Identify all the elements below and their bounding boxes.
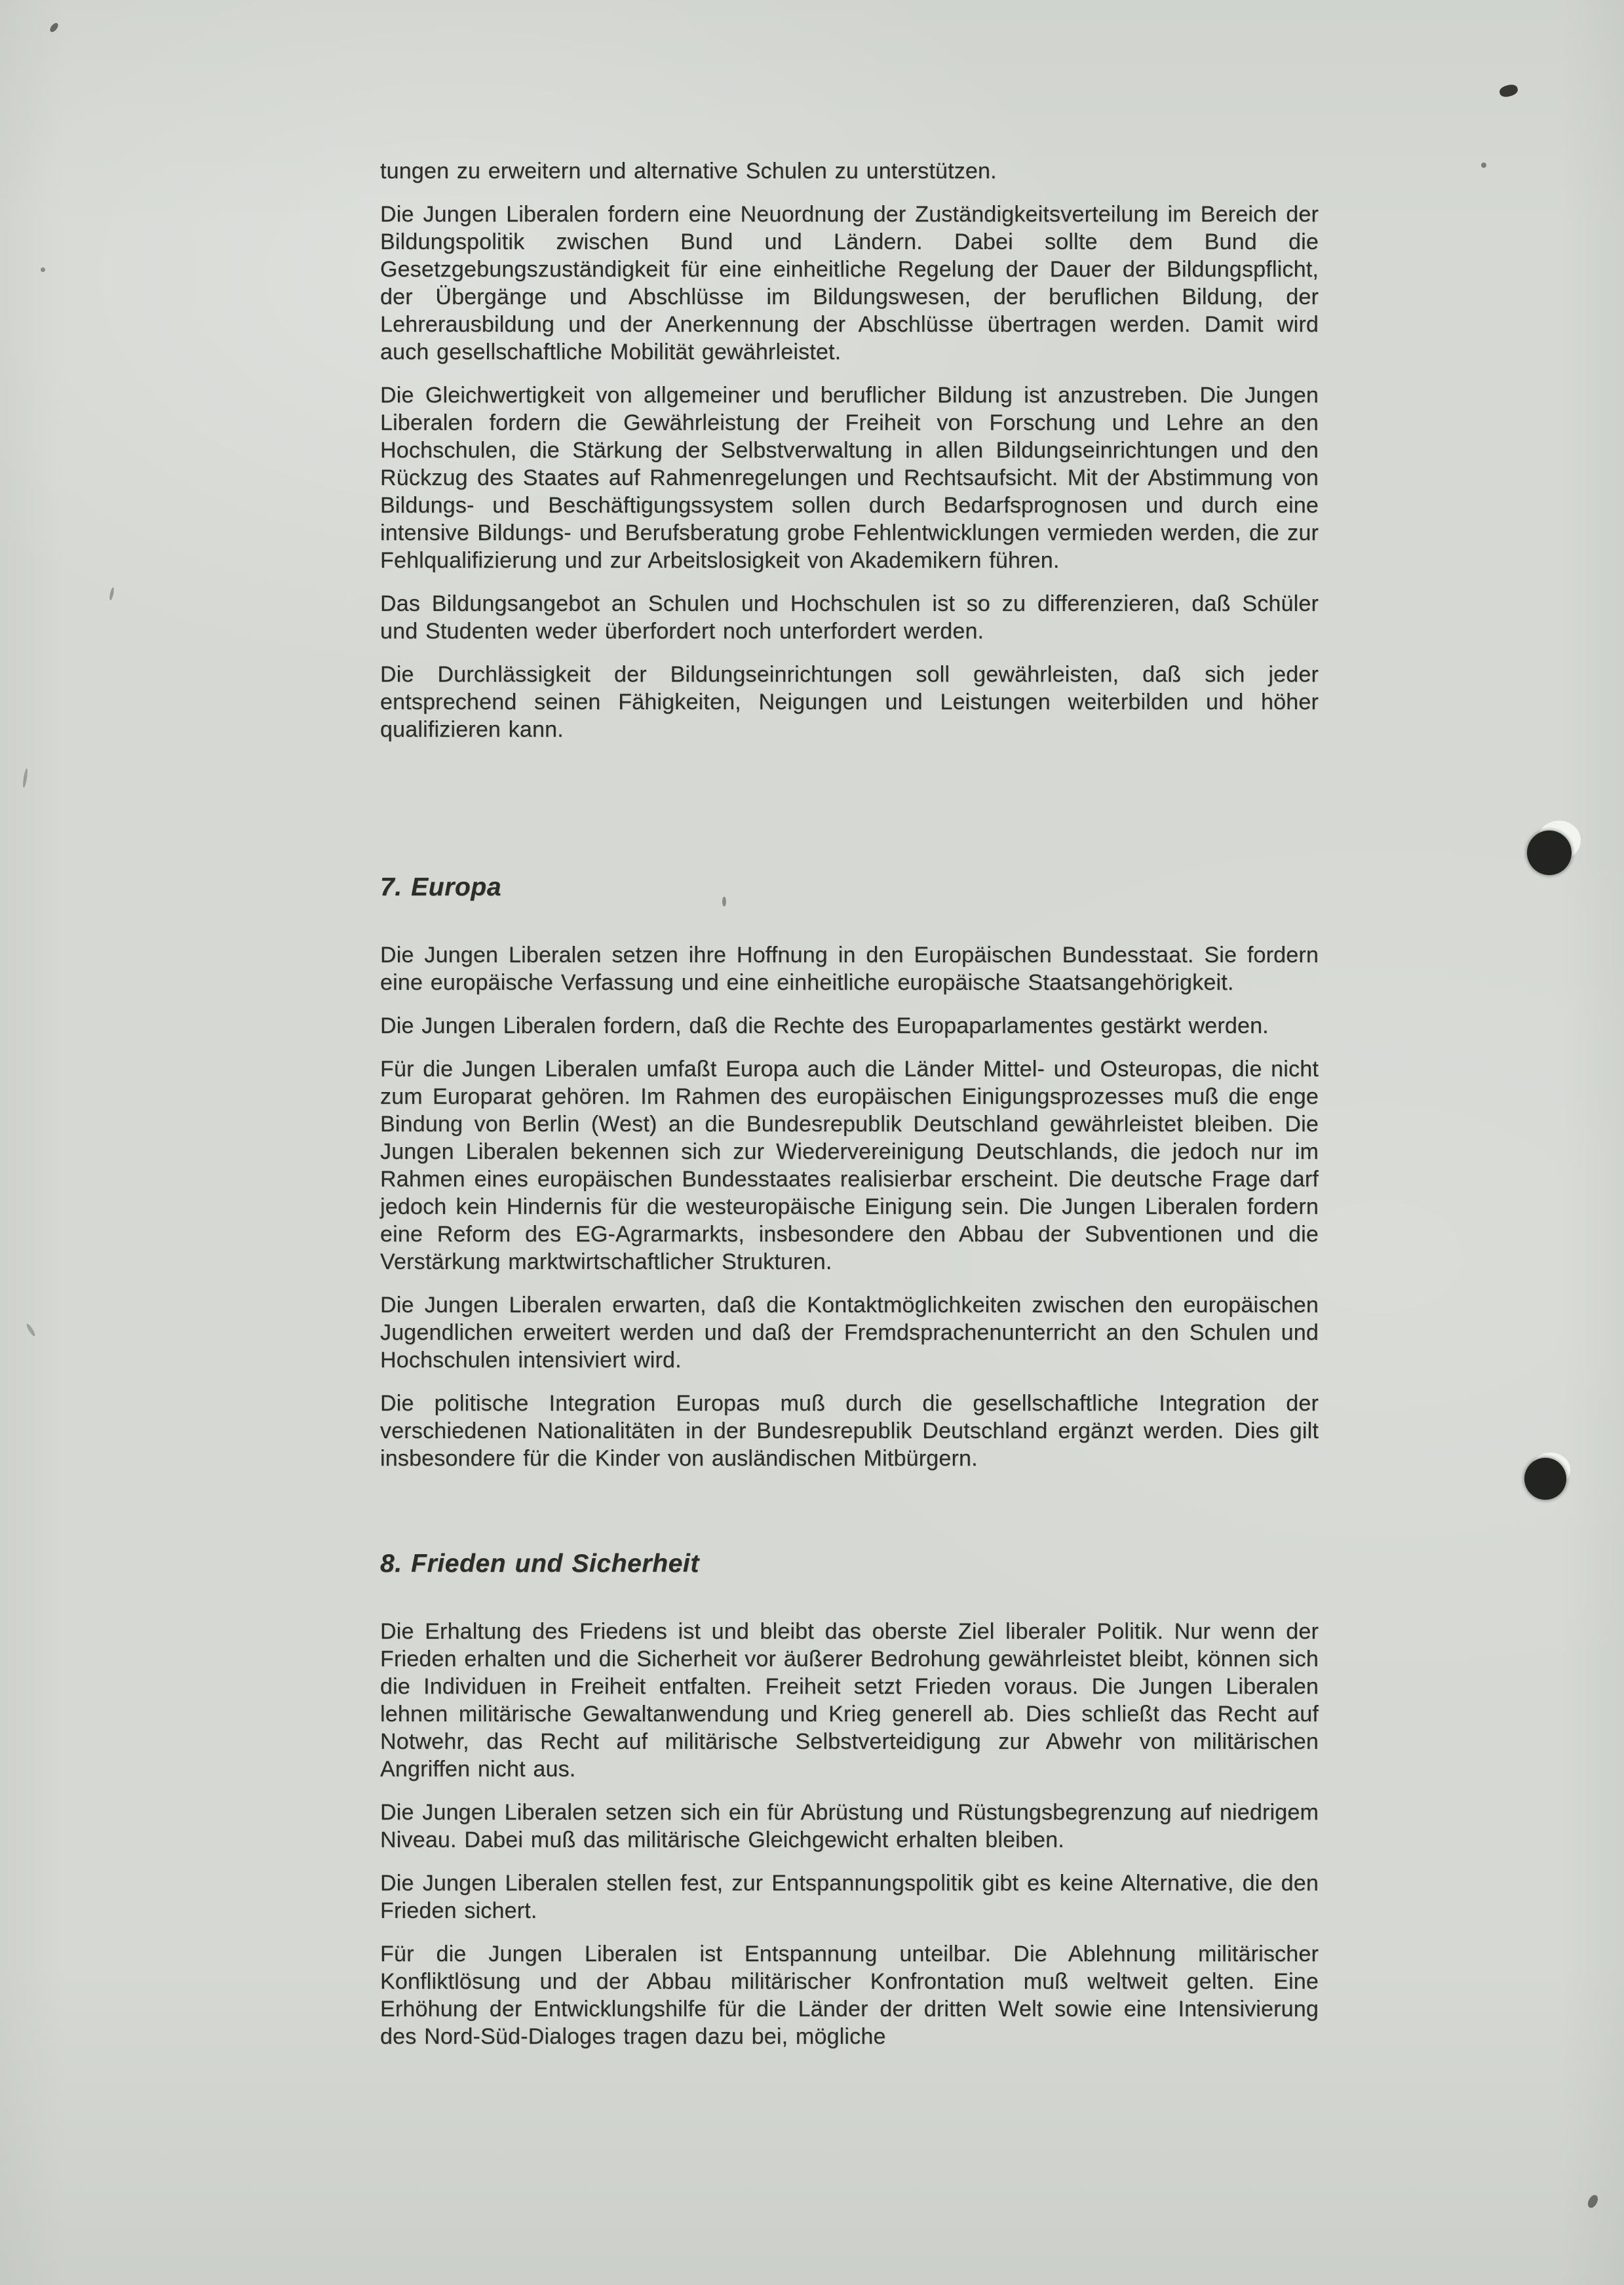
paragraph: Die Jungen Liberalen setzen sich ein für Abrüstung und Rüstungsbegrenzung auf niedrigem Niveau. Dabei muß das militärische Gleichgewicht erhalten bleiben.	[380, 1800, 1319, 1852]
paragraph: Die Jungen Liberalen erwarten, daß die Kontaktmöglichkeiten zwischen den europäischen Jugendlichen erweitert werden und daß der Fremdsprachenunterricht an den Schulen und Hochschulen intensiviert wird.	[380, 1293, 1319, 1373]
scan-speck	[1481, 163, 1486, 168]
paragraph-continuation: tungen zu erweitern und alternative Schulen zu unterstützen.	[380, 159, 997, 184]
paragraph: Die Jungen Liberalen setzen ihre Hoffnung in den Europäischen Bundesstaat. Sie fordern eine europäische Verfassung und eine einheitliche europäische Staatsangehörigkeit.	[380, 943, 1319, 995]
paragraph: Die politische Integration Europas muß durch die gesellschaftliche Integration der verschiedenen Nationalitäten in der Bundesrepublik Deutschland ergänzt werden. Dies gilt insbesondere für die Kinder von ausländischen Mitbürgern.	[380, 1391, 1319, 1471]
punch-hole-bottom-icon	[1524, 1458, 1566, 1500]
scan-speck	[1498, 83, 1518, 98]
paragraph: Das Bildungsangebot an Schulen und Hochschulen ist so zu differenzieren, daß Schüler und Studenten weder überfordert noch unterfordert werden.	[380, 591, 1319, 644]
section-heading-europa: 7. Europa	[380, 873, 502, 901]
paragraph: Die Gleichwertigkeit von allgemeiner und beruflicher Bildung ist anzustreben. Die Jungen Liberalen fordern die Gewährleistung der Freiheit von Forschung und Lehre an den Hochschulen, die Stärkung der Selbstverwaltung in allen Bildungseinrichtungen und den Rückzug des Staates auf Rahmenregelungen und Rechtsaufsicht. Mit der Abstimmung von Bildungs- und Beschäftigungssystem sollen durch Bedarfsprognosen und durch eine intensive Bildungs- und Berufsberatung grobe Fehlentwicklungen vermieden werden, die zur Fehlqualifizierung und zur Arbeitslosigkeit von Akademikern führen.	[380, 383, 1319, 573]
document-text-column	[380, 157, 1319, 2066]
punch-hole-top-icon	[1527, 830, 1572, 875]
scan-speck	[41, 267, 45, 272]
paragraph: Die Erhaltung des Friedens ist und bleibt das oberste Ziel liberaler Politik. Nur wenn der Frieden erhalten und die Sicherheit vor äußerer Bedrohung gewährleistet bleibt, können sich die Individuen in Freiheit entfalten. Freiheit setzt Frieden voraus. Die Jungen Liberalen lehnen militärische Gewaltanwendung und Krieg generell ab. Dies schließt das Recht auf Notwehr, das Recht auf militärische Selbstverteidigung zur Abwehr von militärischen Angriffen nicht aus.	[380, 1619, 1319, 1782]
paragraph: Die Jungen Liberalen fordern, daß die Rechte des Europaparlamentes gestärkt werden.	[380, 1013, 1269, 1038]
paragraph: Für die Jungen Liberalen ist Entspannung unteilbar. Die Ablehnung militärischer Konfliktlösung und der Abbau militärischer Konfrontation muß weltweit gelten. Eine Erhöhung der Entwicklungshilfe für die Länder der dritten Welt sowie eine Intensivierung des Nord-Süd-Dialoges tragen dazu bei, mögliche	[380, 1942, 1319, 2049]
scan-speck	[26, 1323, 37, 1337]
scan-speck	[109, 587, 115, 601]
section-heading-frieden-und-sicherheit: 8. Frieden und Sicherheit	[380, 1550, 699, 1578]
scan-speck	[722, 897, 726, 907]
paragraph: Die Jungen Liberalen fordern eine Neuordnung der Zuständigkeitsverteilung im Bereich der Bildungspolitik zwischen Bund und Ländern. Dabei sollte dem Bund die Gesetzgebungszuständigkeit für eine einheitliche Regelung der Dauer der Bildungspflicht, der Übergänge und Abschlüsse im Bildungswesen, der beruflichen Bildung, der Lehrerausbildung und der Anerkennung der Abschlüsse übertragen werden. Damit wird auch gesellschaftliche Mobilität gewährleistet.	[380, 202, 1319, 364]
paragraph: Für die Jungen Liberalen umfaßt Europa auch die Länder Mittel- und Osteuropas, die nicht zum Europarat gehören. Im Rahmen des europäischen Einigungsprozesses muß die enge Bindung von Berlin (West) an die Bundesrepublik Deutschland gewährleistet bleiben. Die Jungen Liberalen bekennen sich zur Wiedervereinigung Deutschlands, die jedoch nur im Rahmen eines europäischen Bundesstaates realisierbar erscheint. Die deutsche Frage darf jedoch kein Hindernis für die westeuropäische Einigung sein. Die Jungen Liberalen fordern eine Reform des EG-Agrarmarkts, insbesondere den Abbau der Subventionen und die Verstärkung marktwirtschaftlicher Strukturen.	[380, 1057, 1319, 1274]
paragraph: Die Durchlässigkeit der Bildungseinrichtungen soll gewährleisten, daß sich jeder entsprechend seinen Fähigkeiten, Neigungen und Leistungen weiterbilden und höher qualifizieren kann.	[380, 662, 1319, 742]
paragraph: Die Jungen Liberalen stellen fest, zur Entspannungspolitik gibt es keine Alternative, die den Frieden sichert.	[380, 1871, 1319, 1923]
scan-speck	[48, 22, 60, 33]
scan-speck	[22, 768, 29, 788]
scan-speck	[1586, 2193, 1600, 2210]
